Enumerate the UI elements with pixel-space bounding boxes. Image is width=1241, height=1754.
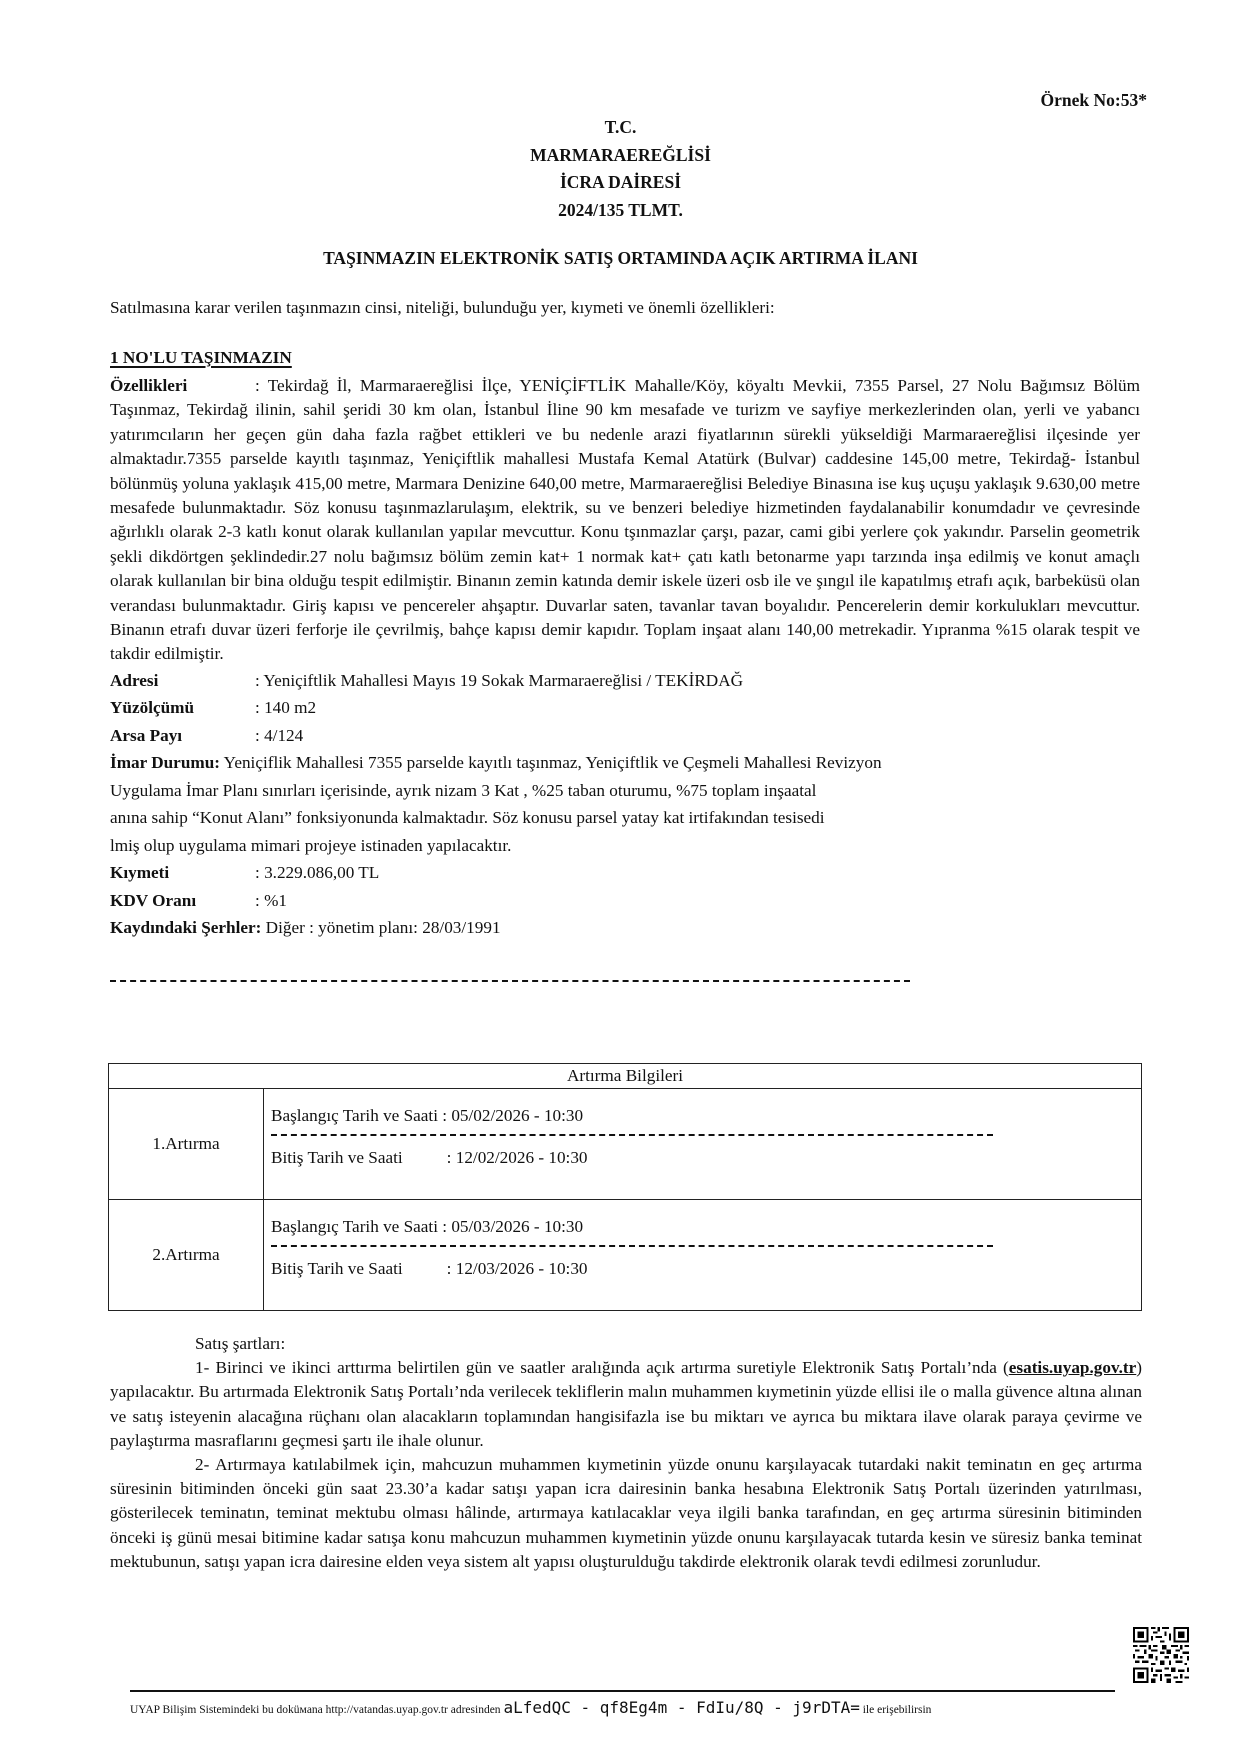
features-text: : Tekirdağ İl, Marmaraereğlisi İlçe, YENİÇİFTLİK Mahalle/Köy, köyaltı Mevkii, 7355 Parsel, 27 Nolu Bağımsız Bölüm Taşınmaz, Tekirdağ ilinin, sahil şeridi 30 km olan, İstanbul İline 90 km mesafade ve turizm ve sayfiye merkezlerinden olan, yerli ve yabancı yatırımcıların her geçen gün daha fazla rağbet ettikleri ve bu nedenle arazi fiyatlarının sürekli yükseldiği Marmaraereğlisi ilçesinde yer almaktadır.7355 parselde kayıtlı taşınmaz, Yeniçiftlik mahallesi Mustafa Kemal Atatürk (Bulvar) caddesine 145,00 metre, Tekirdağ- İstanbul bölünmüş yoluna yaklaşık 415,00 metre, Marmara Denizine 640,00 metre, Marmaraereğlisi Belediye Binasına ise kuş uçuşu yaklaşık 9.630,00 metre mesafede bulunmaktadır. Söz konusu taşınmazlarulaşım, elektrik, su ve benzeri belediye hizmetinden faydalanabilir konumdadır ve çevresinde ağırlıklı olarak 2-3 katlı konut olarak kullanılan yapılar mevcuttur. Konu tşınmazlar çarşı, pazar, cami gibi yerlere çok yakındır. Parselin geometrik şekli dikdörtgen şeklindedir.27 nolu bağımsız bölüm zemin kat+ 1 normak kat+ çatı katlı betonarme yapı tarzında inşa edilmiş ve konut amaçlı olarak kullanılan bir bina olduğu tespit edilmiştir. Binanın zemin katında demir iskele üzeri osb ile ve şıngıl ile kapatılmış etrafı açık, barbeküsü olan verandası bulunmaktadır. Giriş kapısı ve pencereler ahşaptır. Duvarlar saten, tavanlar tavan boyalıdır. Pencerelerin demir korkulukları mevcuttur. Binanın etrafı duvar üzeri ferforje ile çevrilmiş, bahçe kapısı demir kapıdır. Toplam inşaat alanı 140,00 metrekadir. Yıpranma %15 olarak tespit ve takdir edilmiştir. — [110, 376, 1140, 664]
address-value: : Yeniçiftlik Mahallesi Mayıs 19 Sokak Marmaraereğlisi / TEKİRDAĞ — [255, 670, 744, 690]
start-label: Başlangıç Tarih ve Saati — [271, 1106, 438, 1125]
zoning-line: lmiş olup uygulama mimari projeye istinaden yapılacaktır. — [110, 835, 512, 855]
area-value: : 140 m2 — [255, 698, 317, 718]
start-value: : 05/03/2026 - 10:30 — [442, 1217, 584, 1236]
verification-code: aLfedQC - qf8Eg4m - FdIu/8Q - j9rDTA= — [503, 1698, 860, 1717]
header-line: T.C. — [604, 117, 637, 137]
header-line: 2024/135 TLMT. — [558, 199, 683, 220]
zoning-label: İmar Durumu: — [110, 753, 220, 773]
office-header — [0, 114, 1241, 224]
features-paragraph — [110, 374, 1140, 667]
round-name: 1.Artırma — [109, 1089, 264, 1200]
intro-text: Satılmasına karar verilen taşınmazın cinsi, niteliği, bulunduğu yer, kıymeti ve önemli özellikleri: — [110, 298, 775, 317]
share-row — [110, 722, 1140, 750]
table-row — [109, 1200, 1142, 1311]
footer-suffix: ile erişebilirsin — [859, 1704, 932, 1716]
footer-divider — [130, 1690, 1115, 1692]
row-divider — [271, 1245, 993, 1247]
annotations-label: Kaydındaki Şerhler: — [110, 918, 262, 938]
end-label: Bitiş Tarih ve Saati — [271, 1148, 403, 1167]
address-label: Adresi — [110, 670, 159, 690]
end-value: : 12/03/2026 - 10:30 — [446, 1259, 588, 1278]
footer-prefix: UYAP Bilişim Sistemindeki bu doküмana http://vatandas.uyap.gov.tr adresinden — [130, 1704, 504, 1716]
sale-terms — [110, 1332, 1142, 1574]
term-text: ) yapılacaktır. Bu artırmada Elektronik Satış Portalı’nda verilecek tekliflerin malın muhammen kıymetinin yüzde ellisi ile o malla güvence altına alınan ve satış isteyenin alacağına rüçhanı olan alacakların toplamından hangisifazla ise bu miktarı ve ayrıca bu miktara ilave olarak paraya çevirme ve paylaştırma masraflarını geçmesi şartı ile ihale olunur. — [110, 1358, 1142, 1450]
area-label: Yüzölçümü — [110, 698, 195, 718]
vat-row — [110, 887, 1140, 915]
zoning-line: Uygulama İmar Planı sınırları içerisinde, ayrık nizam 3 Kat , %25 taban oturumu, %75 toplam inşaatal — [110, 780, 817, 800]
esatis-link[interactable]: esatis.uyap.gov.tr — [1008, 1358, 1137, 1378]
zoning-line: anına sahip “Konut Alanı” fonksiyonunda kalmaktadır. Söz konusu parsel yatay kat irtifakından tesisedi — [110, 808, 825, 828]
share-value: : 4/124 — [255, 725, 304, 745]
start-line — [271, 1102, 1141, 1130]
sample-number: Örnek No:53* — [1040, 90, 1147, 110]
share-label: Arsa Payı — [110, 725, 183, 745]
features-label: Özellikleri — [110, 376, 188, 395]
round-dates — [264, 1089, 1142, 1200]
round-name: 2.Artırma — [109, 1200, 264, 1311]
value-value: : 3.229.086,00 TL — [255, 863, 380, 883]
qr-code-icon — [1133, 1627, 1189, 1683]
table-row — [109, 1089, 1142, 1200]
end-value: : 12/02/2026 - 10:30 — [446, 1148, 588, 1167]
terms-heading: Satış şartları: — [195, 1334, 286, 1353]
end-line — [271, 1255, 1141, 1283]
annotations-value: Diğer : yönetim planı: 28/03/1991 — [261, 918, 501, 938]
start-value: : 05/02/2026 - 10:30 — [442, 1106, 584, 1125]
property-details — [110, 374, 1140, 942]
term-item-2: 2- Artırmaya katılabilmek için, mahcuzun muhammen kıymetinin yüzde onunu karşılayacak tutardaki nakit teminatın en geç artırma süresinin bitiminden önceki gün saat 23.30’a kadar satışı yapan icra dairesinin banka hesabına Elektronik Satış Portalı üzerinden yatırılması, gösterilecek teminatın, teminat mektubu olması hâlinde, artırmaya katılacaklar veya ilgili banka tarafından, en geç artırma süresinin bitiminden önceki iş günü mesai bitimine kadar satışa konu mahcuzun muhammen kıymetinin yüzde onunu karşılayacak tutarda kesin ve süresiz banka teminat mektubunun, satışı yapan icra dairesine elden veya sistem alt yapısı oluşturulduğu takdirde elektronik olarak tevdi edilmesi zorunludur. — [110, 1455, 1142, 1571]
round-dates — [264, 1200, 1142, 1311]
term-item-1 — [110, 1356, 1142, 1453]
table-title: Artırma Bilgileri — [109, 1064, 1142, 1089]
zoning-line — [110, 749, 1040, 777]
header-line: İCRA DAİRESİ — [559, 172, 682, 192]
vat-value: : %1 — [255, 890, 287, 910]
value-label: Kıymeti — [110, 863, 170, 883]
end-label: Bitiş Tarih ve Saati — [271, 1259, 403, 1278]
value-row — [110, 859, 1140, 887]
vat-label: KDV Oranı — [110, 890, 197, 910]
zoning-text: Yeniçiflik Mahallesi 7355 parselde kayıtlı taşınmaz, Yeniçiftlik ve Çeşmeli Mahallesi Revizyon — [219, 753, 882, 773]
start-label: Başlangıç Tarih ve Saati — [271, 1217, 438, 1236]
section-title: 1 NO'LU TAŞINMAZIN — [110, 348, 292, 367]
annotations-row — [110, 914, 1140, 942]
term-text: 1- Birinci ve ikinci arttırma belirtilen gün ve saatler aralığında açık artırma suretiyle Elektronik Satış Portalı’nda ( — [195, 1358, 1009, 1378]
start-line — [271, 1213, 1141, 1241]
end-line — [271, 1144, 1141, 1172]
document-title: TAŞINMAZIN ELEKTRONİK SATIŞ ORTAMINDA AÇIK ARTIRMA İLANI — [323, 248, 918, 268]
row-divider — [271, 1134, 993, 1136]
header-line: MARMARAEREĞLİSİ — [530, 144, 711, 165]
footer-verification — [130, 1698, 931, 1717]
address-row — [110, 667, 1140, 695]
area-row — [110, 694, 1140, 722]
auction-info-table — [108, 1063, 1142, 1311]
section-divider — [110, 980, 910, 982]
